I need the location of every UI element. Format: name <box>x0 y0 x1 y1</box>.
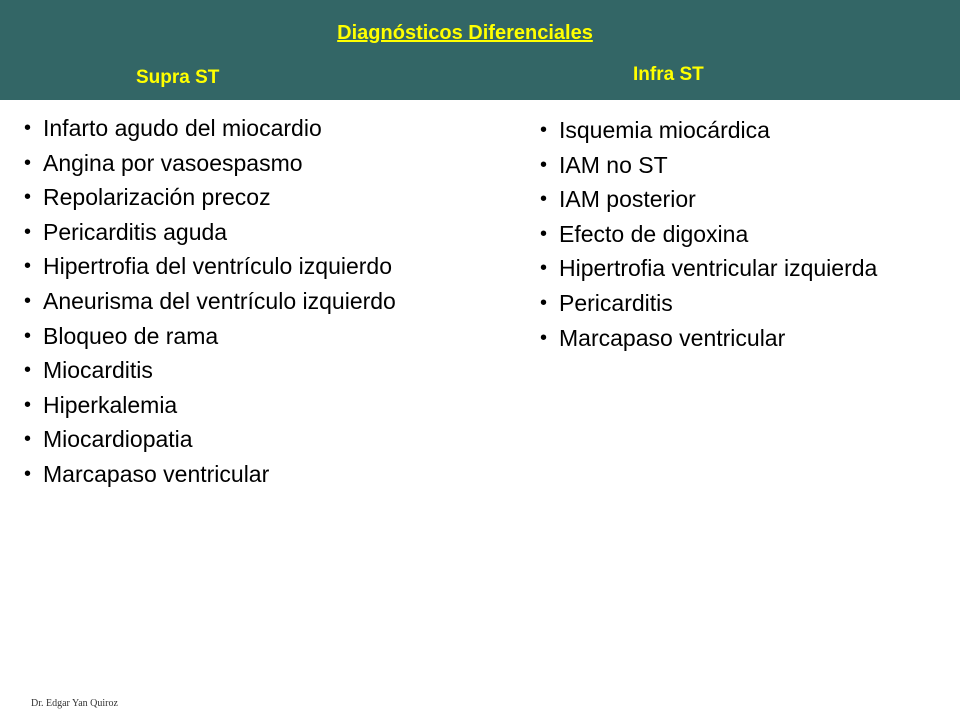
list-item <box>20 180 396 215</box>
bullet-icon: • <box>540 326 548 349</box>
list-item-text: Infarto agudo del miocardio <box>43 115 322 141</box>
list-item-text: Pericarditis <box>559 289 673 316</box>
list-item-text: Isquemia miocárdica <box>559 117 770 143</box>
list-item-text: Repolarización precoz <box>43 184 271 211</box>
list-item <box>20 388 396 423</box>
bullet-icon: • <box>540 153 548 176</box>
bullet-icon: • <box>24 289 32 312</box>
list-item <box>20 284 396 319</box>
list-item <box>536 217 877 252</box>
list-item <box>536 148 877 183</box>
list-item <box>20 215 396 250</box>
list-item-text: IAM posterior <box>559 186 696 213</box>
bullet-icon: • <box>24 393 32 416</box>
bullet-icon: • <box>24 186 32 209</box>
list-item <box>536 113 877 148</box>
bullet-icon: • <box>540 119 548 141</box>
supra-st-list <box>20 111 396 492</box>
list-item-text: IAM no ST <box>559 151 668 178</box>
list-item <box>20 319 396 354</box>
list-item-text: Pericarditis aguda <box>43 218 228 245</box>
list-item <box>536 251 877 286</box>
list-item-text: Hiperkalemia <box>43 391 178 418</box>
bullet-icon: • <box>540 188 548 211</box>
list-item-text: Bloqueo de rama <box>43 322 219 349</box>
bullet-icon: • <box>24 151 32 174</box>
list-item <box>20 249 396 284</box>
list-item-text: Hipertrofia ventricular izquierda <box>559 255 878 282</box>
bullet-icon: • <box>540 257 548 280</box>
list-item <box>20 422 396 457</box>
list-item-text: Hipertrofia del ventrículo izquierdo <box>43 253 393 280</box>
bullet-icon: • <box>24 462 32 485</box>
bullet-icon: • <box>540 222 548 245</box>
list-item <box>536 182 877 217</box>
bullet-icon: • <box>24 359 32 382</box>
bullet-icon: • <box>24 255 32 278</box>
author-footer: Dr. Edgar Yan Quiroz <box>31 698 118 709</box>
list-item <box>20 146 396 181</box>
bullet-icon: • <box>540 291 548 314</box>
list-item <box>20 111 396 146</box>
list-item-text: Aneurisma del ventrículo izquierdo <box>43 287 396 314</box>
list-item-text: Marcapaso ventricular <box>43 460 270 487</box>
infra-st-heading: Infra ST <box>633 64 704 85</box>
list-item <box>20 457 396 492</box>
bullet-icon: • <box>24 324 32 347</box>
list-item-text: Marcapaso ventricular <box>559 324 786 351</box>
list-item-text: Angina por vasoespasmo <box>43 149 303 176</box>
bullet-icon: • <box>24 428 32 451</box>
bullet-icon: • <box>24 220 32 243</box>
infra-st-list <box>536 113 877 355</box>
list-item-text: Efecto de digoxina <box>559 220 749 247</box>
supra-st-heading: Supra ST <box>136 67 220 88</box>
slide-title: Diagnósticos Diferenciales <box>337 22 593 44</box>
list-item <box>536 286 877 321</box>
bullet-icon: • <box>24 117 32 139</box>
list-item-text: Miocarditis <box>43 357 153 384</box>
list-item-text: Miocardiopatia <box>43 426 193 453</box>
list-item <box>536 321 877 356</box>
list-item <box>20 353 396 388</box>
